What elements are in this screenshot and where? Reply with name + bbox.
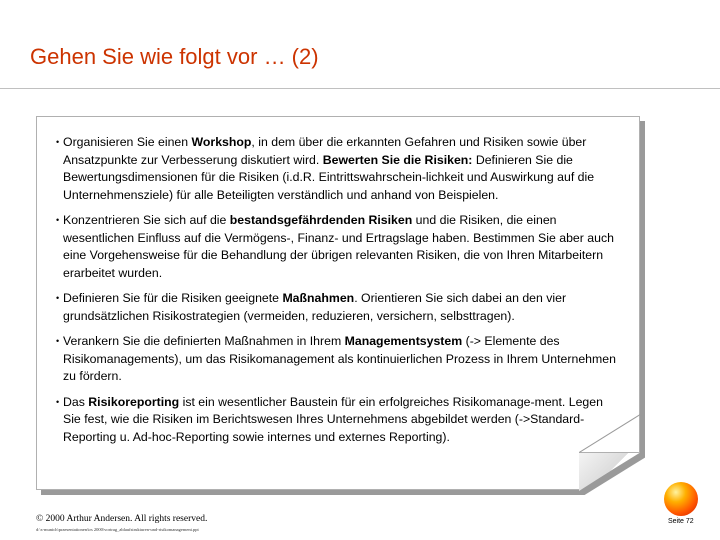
bullet-item [56,290,616,325]
bullet-marker: • [56,137,60,147]
bullet-item [56,333,616,386]
bullet-item [56,394,616,447]
bullet-text: Konzentrieren Sie sich auf die [63,213,230,227]
bullet-item [56,212,616,282]
bullet-item [56,134,616,204]
bullet-text: ist ein wesentlicher Baustein für ein erfolgreiches Risikomanage-ment. Legen Sie fest, wie die Risiken im Berichtswesen Ihres Unternehmens abgebildet werden (->Standard-Reporting u. Ad-hoc-Reporting sowie internes und externes Reporting). [63,394,603,444]
title-divider [0,88,720,89]
bullet-marker: • [56,215,60,225]
bullet-emphasis: Managementsystem [344,334,463,348]
bullet-emphasis: Workshop [191,135,252,149]
bullet-text: , in dem über die erkannten Gefahren und Risiken sowie über Ansatzpunkte zur Verbesserung diskutiert wird. [63,135,587,167]
bullet-text: (-> Elemente des Risikomanagements), um das Risikomanagement als kontinuierlichen Prozess in Ihrem Unternehmen zu fördern. [63,334,616,383]
logo-sphere-icon [664,482,698,516]
bullet-text: Definieren Sie für die Risiken geeignete [63,291,283,305]
bullet-marker: • [56,336,60,346]
copyright-notice: © 2000 Arthur Andersen. All rights reserved. [36,514,208,524]
slide-title: Gehen Sie wie folgt vor … (2) [30,44,319,69]
bullet-emphasis: bestandsgefährdenden Risiken [229,213,413,227]
bullet-text: . Orientieren Sie sich dabei an den vier grundsätzlichen Risikostrategien (vermeiden, reduzieren, versichern, selbsttragen). [63,291,567,323]
file-path: d:\s-munich\praesentationen\irs 2000\vortrag_ablaufstrukturen-und-risikomanagement.ppt [36,527,199,532]
bullet-list [56,134,616,454]
bullet-text: Das [63,394,89,409]
bullet-emphasis: Risikoreporting [88,394,180,409]
bullet-emphasis: Maßnahmen [282,291,355,305]
bullet-text: Verankern Sie die definierten Maßnahmen in Ihrem [63,334,345,348]
bullet-text: Definieren Sie die Bewertungsdimensionen für die Risiken (i.d.R. Eintrittswahrschein-lichkeit und Auswirkung auf die Unternehmensziele) für alle Beteiligten verständlich und anhand von Beispielen. [63,152,595,202]
bullet-text: und die Risiken, die einen wesentlichen Einfluss auf die Vermögens-, Finanz- und Ertragslage haben. Bestimmen Sie aber auch eine Vorgehensweise für die Behandlung der übrigen relevanten Risiken, die von Ihren Mitarbeitern erarbeitet wurden. [63,213,614,280]
page-number: Seite 72 [668,518,694,525]
bullet-marker: • [56,396,60,407]
bullet-emphasis: Bewerten Sie die Risiken: [322,152,473,167]
bullet-marker: • [56,293,60,303]
bullet-text: Organisieren Sie einen [63,135,192,149]
